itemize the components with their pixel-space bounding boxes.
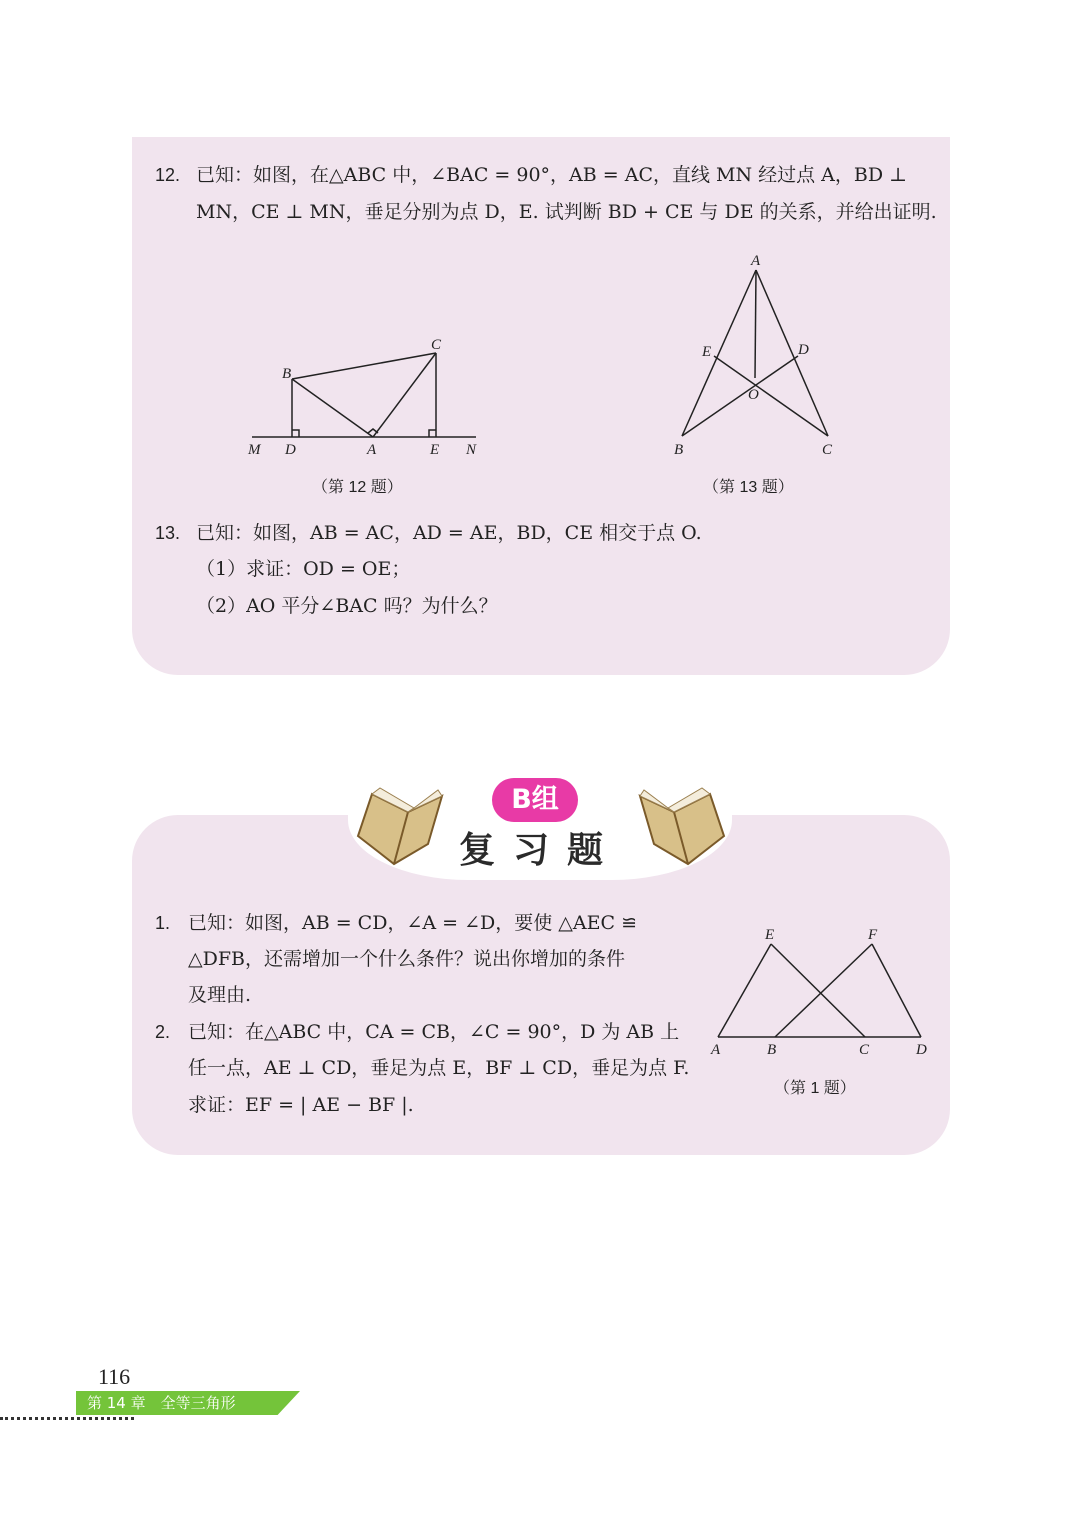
segment-fb bbox=[775, 944, 872, 1037]
label-d: D bbox=[916, 1042, 927, 1058]
dotted-divider bbox=[0, 1417, 134, 1420]
label-e: E bbox=[430, 442, 440, 458]
problem-12-number: 12. bbox=[155, 165, 181, 185]
label-n: N bbox=[466, 442, 477, 458]
label-c: C bbox=[859, 1042, 870, 1058]
label-a: A bbox=[751, 253, 761, 269]
problem-b1-line-3: 及理由. bbox=[188, 984, 252, 1006]
label-d: D bbox=[798, 342, 809, 358]
problem-b2-line-2: 任一点，AE ⊥ CD，垂足为点 E，BF ⊥ CD，垂足为点 F. bbox=[188, 1057, 690, 1079]
label-c: C bbox=[431, 337, 442, 353]
label-d: D bbox=[285, 442, 296, 458]
problem-b2-number: 2. bbox=[155, 1022, 171, 1042]
figure-12-caption: （第 12 题） bbox=[312, 479, 403, 496]
problem-b1-number: 1. bbox=[155, 913, 171, 933]
problem-13-part-1: （1）求证：OD = OE； bbox=[196, 558, 411, 580]
label-b: B bbox=[767, 1042, 777, 1058]
label-o: O bbox=[748, 387, 759, 403]
segment-ca bbox=[373, 353, 436, 437]
right-angle-a bbox=[368, 429, 378, 433]
right-angle-d bbox=[292, 430, 299, 437]
label-b: B bbox=[674, 442, 684, 458]
segment-ec bbox=[771, 944, 865, 1037]
problem-13-line-1: 已知：如图，AB = AC，AD = AE，BD，CE 相交于点 O. bbox=[196, 522, 702, 544]
figure-13-diagram bbox=[660, 250, 850, 460]
problem-13-part-2: （2）AO 平分∠BAC 吗？为什么？ bbox=[196, 595, 498, 617]
chapter-label: 第 14 章 全等三角形 bbox=[87, 1394, 236, 1412]
figure-1-diagram bbox=[705, 920, 935, 1060]
label-a: A bbox=[367, 442, 377, 458]
problem-b2-line-1: 已知：在△ABC 中，CA = CB，∠C = 90°，D 为 AB 上 bbox=[188, 1021, 680, 1043]
group-b-badge: B组 bbox=[492, 778, 578, 822]
label-f: F bbox=[868, 927, 878, 943]
label-b: B bbox=[282, 366, 292, 382]
figure-13-caption: （第 13 题） bbox=[703, 479, 794, 496]
problem-b1-line-2: △DFB，还需增加一个什么条件？说出你增加的条件 bbox=[188, 948, 625, 970]
label-c: C bbox=[822, 442, 833, 458]
problem-b1-line-1: 已知：如图，AB = CD，∠A = ∠D，要使 △AEC ≌ bbox=[188, 912, 637, 934]
problem-13-number: 13. bbox=[155, 523, 181, 543]
section-title: 复习题 bbox=[458, 830, 621, 871]
segment-ba bbox=[292, 379, 373, 437]
open-book-icon-right bbox=[632, 778, 732, 868]
problem-b2-line-3: 求证：EF = | AE − BF |. bbox=[188, 1094, 414, 1116]
problem-12-line-1: 已知：如图，在△ABC 中，∠BAC = 90°，AB = AC，直线 MN 经过点 A，BD ⊥ bbox=[196, 164, 908, 186]
segment-ae bbox=[718, 944, 771, 1037]
segment-bc bbox=[292, 353, 436, 379]
segment-ao bbox=[755, 270, 756, 378]
label-e: E bbox=[702, 344, 712, 360]
page-number: 116 bbox=[98, 1364, 131, 1389]
label-m: M bbox=[248, 442, 261, 458]
problem-12-line-2: MN，CE ⊥ MN，垂足分别为点 D，E. 试判断 BD + CE 与 DE 的关系，并给出证明. bbox=[196, 201, 937, 223]
label-e: E bbox=[765, 927, 775, 943]
right-angle-e bbox=[429, 430, 436, 437]
open-book-icon-left bbox=[350, 778, 450, 868]
figure-1-caption: （第 1 题） bbox=[774, 1080, 856, 1097]
segment-df bbox=[872, 944, 921, 1037]
label-a: A bbox=[711, 1042, 721, 1058]
figure-12-diagram bbox=[240, 330, 490, 460]
